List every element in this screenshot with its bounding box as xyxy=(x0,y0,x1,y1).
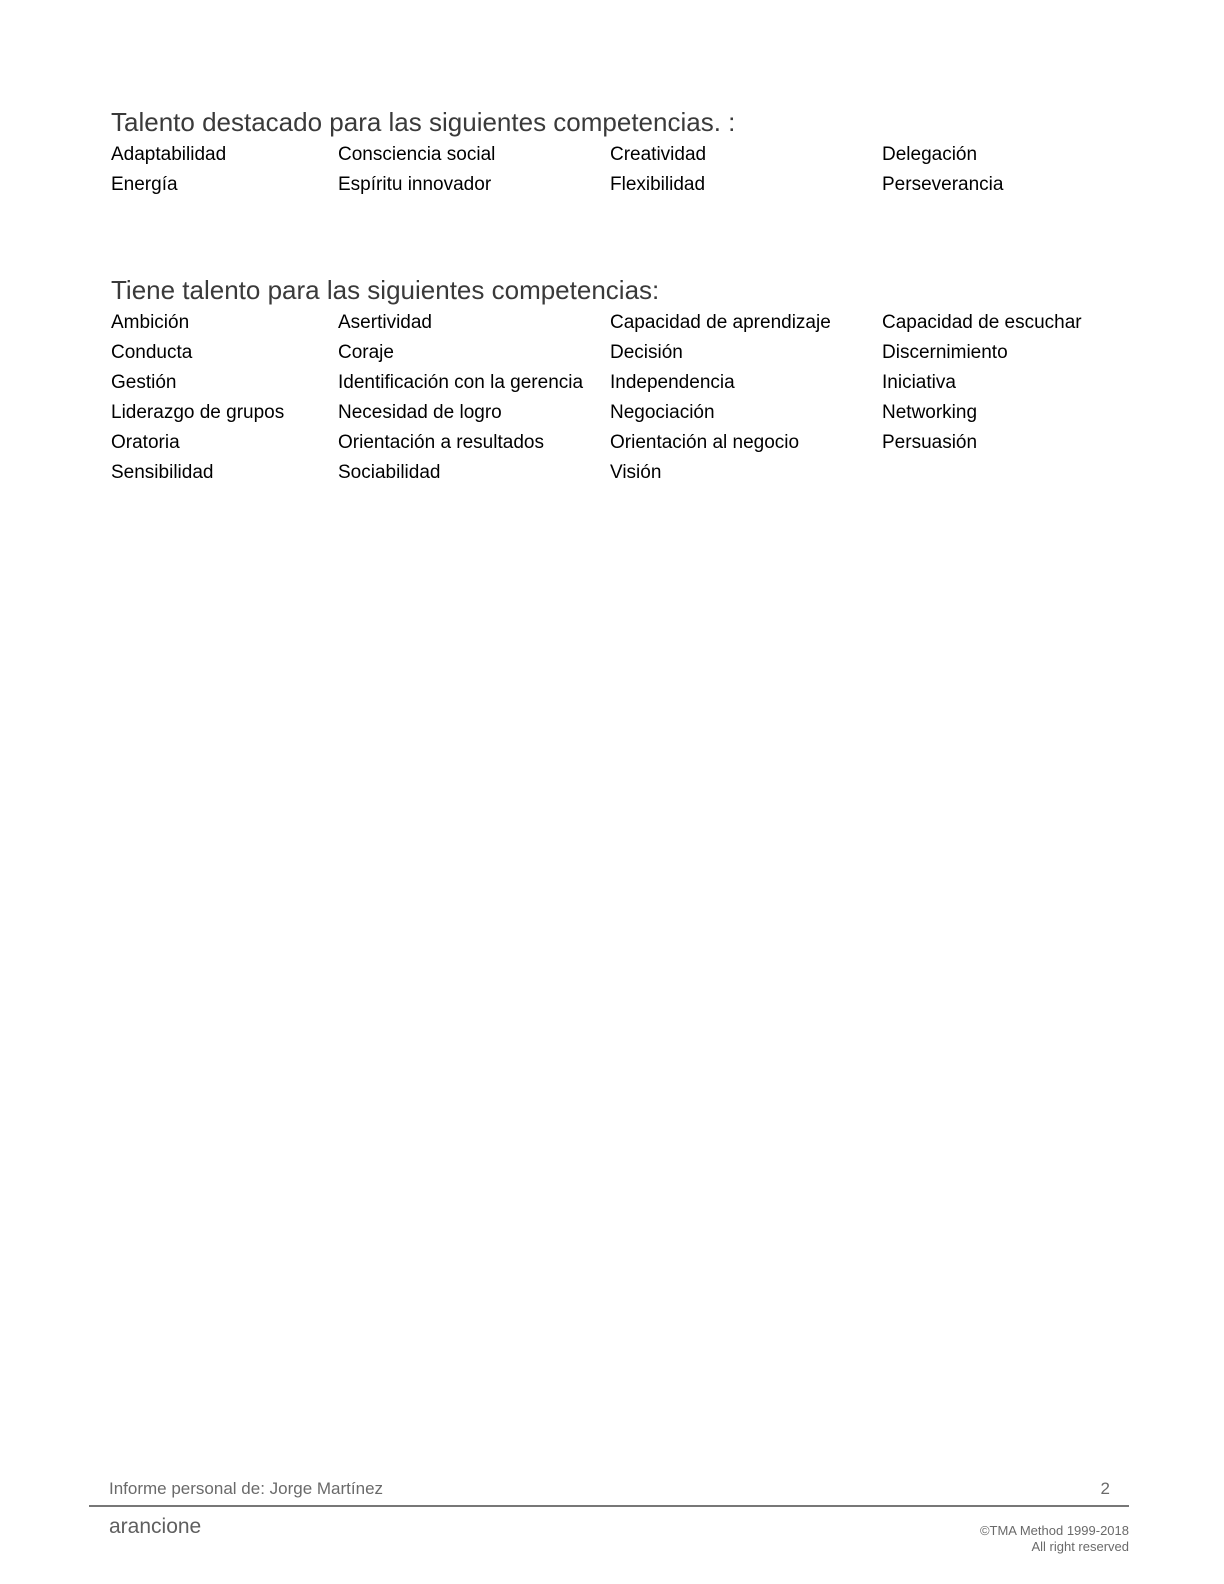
competency-item: Flexibilidad xyxy=(610,174,706,195)
competency-item: Liderazgo de grupos xyxy=(111,402,285,423)
competency-item: Identificación con la gerencia xyxy=(338,372,584,393)
competency-item: Oratoria xyxy=(111,432,180,453)
page-footer xyxy=(109,1479,1110,1499)
competency-item: Creatividad xyxy=(610,144,707,165)
section-outstanding-talent xyxy=(111,106,1121,200)
competency-item: Networking xyxy=(882,402,978,423)
competency-item: Capacidad de aprendizaje xyxy=(610,312,831,333)
competency-item: Independencia xyxy=(610,372,735,393)
competency-item: Persuasión xyxy=(882,432,978,453)
competency-item: Ambición xyxy=(111,312,190,333)
competency-item: Energía xyxy=(111,174,178,195)
section-title: Talento destacado para las siguientes competencias. : xyxy=(111,107,736,137)
competency-item: Decisión xyxy=(610,342,683,363)
competency-item xyxy=(882,458,1121,488)
section-title: Tiene talento para las siguientes competencias: xyxy=(111,275,660,305)
competency-grid xyxy=(111,308,1121,488)
copyright-line: ©TMA Method 1999-2018 xyxy=(979,1523,1129,1538)
competency-item: Orientación al negocio xyxy=(610,432,800,453)
competency-item: Consciencia social xyxy=(338,144,496,165)
competency-item: Asertividad xyxy=(338,312,432,333)
competency-item: Visión xyxy=(610,462,662,483)
competency-item: Necesidad de logro xyxy=(338,402,502,423)
footer-divider xyxy=(89,1505,1129,1507)
competency-item: Gestión xyxy=(111,372,177,393)
brand-name: arancione xyxy=(109,1515,202,1538)
copyright-notice xyxy=(980,1523,1129,1555)
page-number: 2 xyxy=(1100,1479,1110,1498)
competency-item: Discernimiento xyxy=(882,342,1008,363)
competency-item: Orientación a resultados xyxy=(338,432,544,453)
section-talent xyxy=(111,274,1121,488)
competency-item: Perseverancia xyxy=(882,174,1004,195)
competency-item: Sensibilidad xyxy=(111,462,214,483)
competency-item: Delegación xyxy=(882,144,978,165)
competency-item: Iniciativa xyxy=(882,372,956,393)
competency-item: Negociación xyxy=(610,402,715,423)
competency-item: Espíritu innovador xyxy=(338,174,492,195)
competency-item: Adaptabilidad xyxy=(111,144,227,165)
competency-item: Sociabilidad xyxy=(338,462,441,483)
competency-grid xyxy=(111,140,1121,200)
competency-item: Coraje xyxy=(338,342,394,363)
rights-line: All right reserved xyxy=(1031,1539,1129,1554)
competency-item: Capacidad de escuchar xyxy=(882,312,1082,333)
competency-item: Conducta xyxy=(111,342,193,363)
report-owner-label: Informe personal de: Jorge Martínez xyxy=(109,1479,384,1498)
